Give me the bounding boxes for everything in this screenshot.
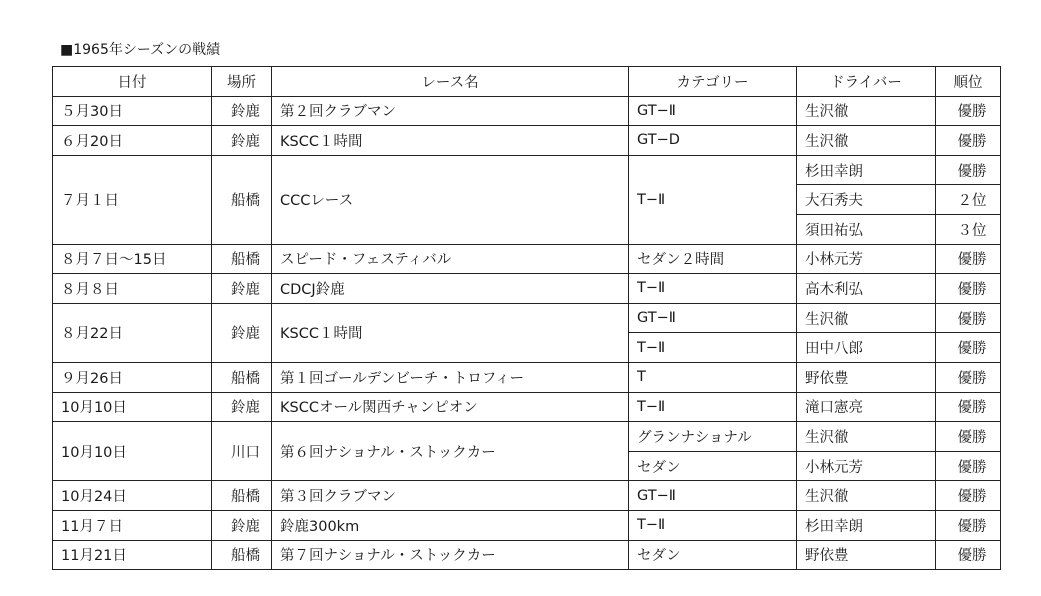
race-cell: KSCC１時間 [272,303,629,362]
driver-cell: 生沢徹 [797,303,936,333]
driver-cell: 生沢徹 [797,126,936,156]
category-cell: グランナショナル [629,422,797,452]
category-cell: GT−Ⅱ [629,481,797,511]
table-row [53,540,1001,570]
rank-cell: 優勝 [936,333,1001,363]
table-row [53,126,1001,156]
table-row [53,362,1001,392]
column-header: カテゴリー [629,67,797,97]
race-cell: CDCJ鈴鹿 [272,274,629,304]
rank-cell: ２位 [936,185,1001,215]
place-cell: 鈴鹿 [212,274,272,304]
driver-cell: 小林元芳 [797,451,936,481]
rank-cell: 優勝 [936,244,1001,274]
place-cell: 鈴鹿 [212,303,272,362]
race-cell: KSCC１時間 [272,126,629,156]
rank-cell: 優勝 [936,510,1001,540]
race-cell: スピード・フェスティバル [272,244,629,274]
driver-cell: 田中八郎 [797,333,936,363]
category-cell: T−Ⅱ [629,510,797,540]
rank-cell: 優勝 [936,362,1001,392]
date-cell: 11月７日 [53,510,212,540]
category-cell: T [629,362,797,392]
table-row [53,155,1001,185]
rank-cell: 優勝 [936,155,1001,185]
category-cell: T−Ⅱ [629,155,797,244]
table-row [53,422,1001,452]
date-cell: 10月10日 [53,422,212,481]
rank-cell: 優勝 [936,451,1001,481]
rank-cell: 優勝 [936,481,1001,511]
race-cell: 第２回クラブマン [272,96,629,126]
driver-cell: 大石秀夫 [797,185,936,215]
category-cell: GT−Ⅱ [629,96,797,126]
place-cell: 川口 [212,422,272,481]
results-table [52,66,1001,570]
place-cell: 鈴鹿 [212,392,272,422]
date-cell: 10月24日 [53,481,212,511]
driver-cell: 生沢徹 [797,96,936,126]
category-cell: セダン２時間 [629,244,797,274]
driver-cell: 野依豊 [797,540,936,570]
place-cell: 船橋 [212,244,272,274]
driver-cell: 高木利弘 [797,274,936,304]
category-cell: T−Ⅱ [629,274,797,304]
column-header: ドライバー [797,67,936,97]
driver-cell: 須田祐弘 [797,214,936,244]
driver-cell: 生沢徹 [797,422,936,452]
place-cell: 船橋 [212,155,272,244]
rank-cell: 優勝 [936,96,1001,126]
place-cell: 船橋 [212,540,272,570]
driver-cell: 小林元芳 [797,244,936,274]
driver-cell: 杉田幸朗 [797,510,936,540]
page-title: ■1965年シーズンの戦績 [60,42,221,58]
driver-cell: 野依豊 [797,362,936,392]
race-cell: 第７回ナショナル・ストックカー [272,540,629,570]
date-cell: ８月22日 [53,303,212,362]
place-cell: 鈴鹿 [212,510,272,540]
category-cell: GT−Ⅱ [629,303,797,333]
race-cell: KSCCオール関西チャンピオン [272,392,629,422]
column-header: 日付 [53,67,212,97]
driver-cell: 滝口憲亮 [797,392,936,422]
date-cell: ９月26日 [53,362,212,392]
results-body [53,96,1001,570]
table-row [53,303,1001,333]
rank-cell: 優勝 [936,392,1001,422]
column-header: 場所 [212,67,272,97]
table-row [53,96,1001,126]
column-header: レース名 [272,67,629,97]
category-cell: GT−D [629,126,797,156]
place-cell: 船橋 [212,362,272,392]
place-cell: 鈴鹿 [212,96,272,126]
rank-cell: 優勝 [936,303,1001,333]
race-cell: 第６回ナショナル・ストックカー [272,422,629,481]
place-cell: 鈴鹿 [212,126,272,156]
table-row [53,274,1001,304]
rank-cell: 優勝 [936,422,1001,452]
driver-cell: 生沢徹 [797,481,936,511]
table-row [53,244,1001,274]
category-cell: セダン [629,451,797,481]
rank-cell: 優勝 [936,540,1001,570]
table-row [53,392,1001,422]
date-cell: ８月８日 [53,274,212,304]
date-cell: 11月21日 [53,540,212,570]
place-cell: 船橋 [212,481,272,511]
table-row [53,510,1001,540]
race-cell: 第１回ゴールデンビーチ・トロフィー [272,362,629,392]
date-cell: ５月30日 [53,96,212,126]
race-cell: CCCレース [272,155,629,244]
driver-cell: 杉田幸朗 [797,155,936,185]
category-cell: T−Ⅱ [629,392,797,422]
header-row [53,67,1001,97]
rank-cell: 優勝 [936,126,1001,156]
date-cell: ７月１日 [53,155,212,244]
category-cell: T−Ⅱ [629,333,797,363]
category-cell: セダン [629,540,797,570]
race-cell: 第３回クラブマン [272,481,629,511]
table-row [53,481,1001,511]
date-cell: ８月７日〜15日 [53,244,212,274]
column-header: 順位 [936,67,1001,97]
date-cell: ６月20日 [53,126,212,156]
date-cell: 10月10日 [53,392,212,422]
race-cell: 鈴鹿300km [272,510,629,540]
rank-cell: 優勝 [936,274,1001,304]
rank-cell: ３位 [936,214,1001,244]
